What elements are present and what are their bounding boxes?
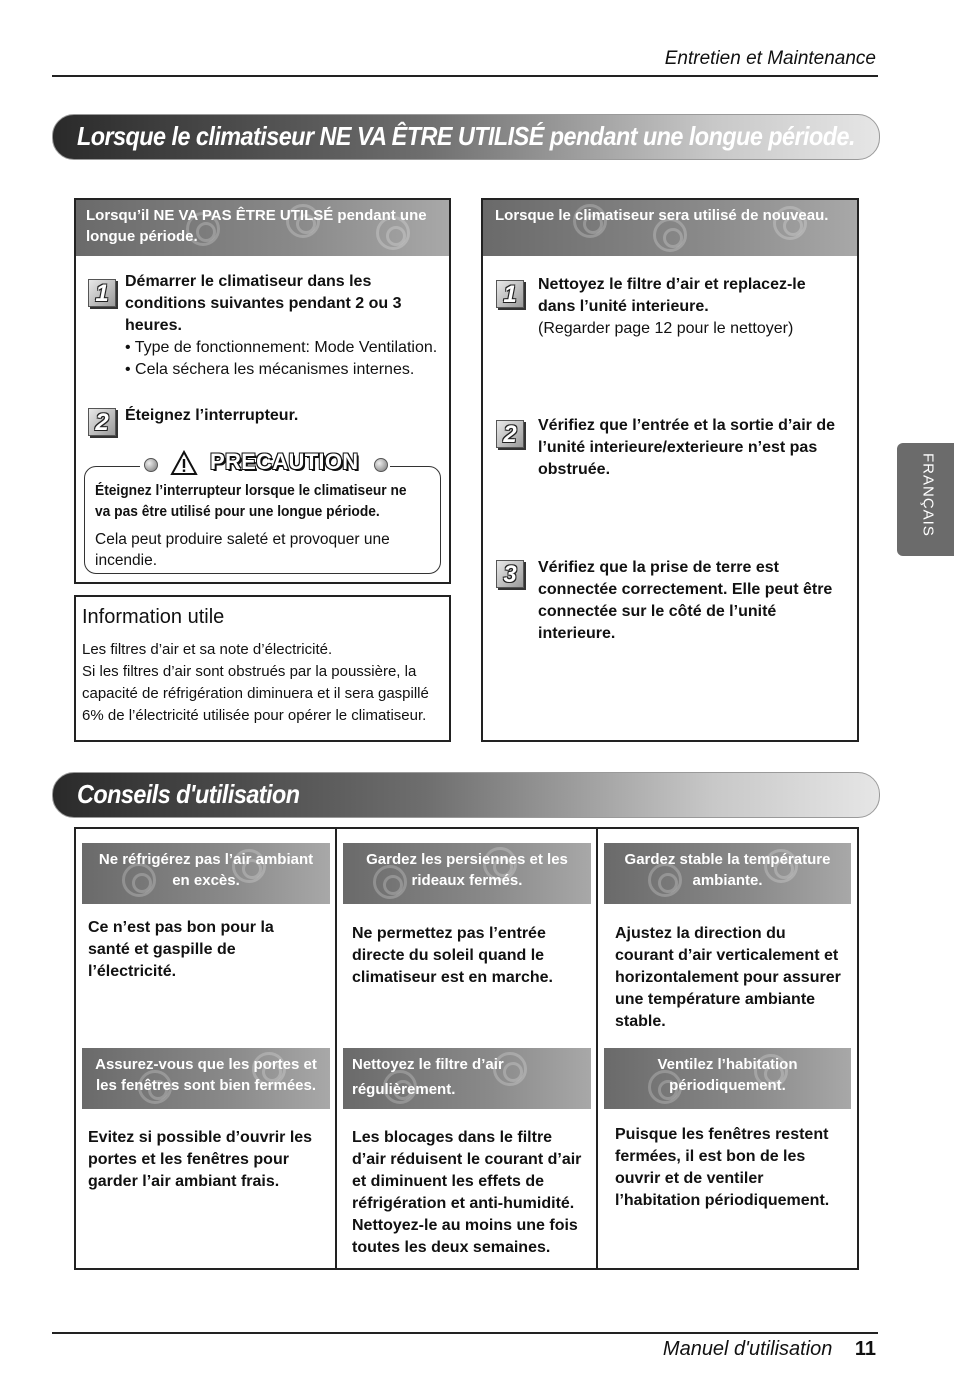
step-text-line: connectée correctement. Elle peut être <box>538 581 833 598</box>
tip-heading-line: Ventilez l’habitation <box>657 1056 798 1073</box>
tip-body <box>615 923 855 1033</box>
step-text-line: l’unité interieure/exterieure n’est pas <box>538 439 818 456</box>
tip-heading-line: Assurez-vous que les portes et <box>95 1056 317 1073</box>
tip-body-line: Ce n’est pas bon pour la <box>88 919 274 936</box>
tip-body-line: garder l’air ambiant frais. <box>88 1173 280 1190</box>
tip-body-line: Ajustez la direction du <box>615 925 786 942</box>
left-step-1 <box>125 271 450 381</box>
step-number-badge: 2 <box>496 420 524 448</box>
info-line: Si les filtres d’air sont obstrués par la poussière, la <box>82 663 417 680</box>
tip-body-line: Puisque les fenêtres restent <box>615 1126 829 1143</box>
tip-body-line: d’air réduisent le courant d’air <box>352 1151 582 1168</box>
tip-heading-line: Ne réfrigérez pas l’air ambiant <box>98 851 314 868</box>
tip-heading-bar <box>82 1048 330 1109</box>
step-text-line: dans l’unité interieure. <box>538 298 709 315</box>
info-line: 6% de l’électricité utilisée pour opérer le climatiseur. <box>82 707 427 724</box>
tip-body <box>615 1124 855 1212</box>
step-number-badge: 3 <box>496 560 524 588</box>
step-text-line: Démarrer le climatiseur dans les <box>125 273 372 290</box>
language-tab <box>897 443 954 556</box>
tip-heading-line: périodiquement. <box>669 1077 786 1094</box>
tip-body <box>352 1127 592 1259</box>
info-line: Les filtres d’air et sa note d’électricité. <box>82 641 333 658</box>
tip-heading-line: rideaux fermés. <box>411 872 523 889</box>
precaution-note-line: Cela peut produire saleté et provoquer une <box>95 531 390 548</box>
step-bullet: • Type de fonctionnement: Mode Ventilation. <box>125 339 438 356</box>
step-text-line: Vérifiez que l’entrée et la sortie d’air de <box>538 417 835 434</box>
tip-body-line: toutes les deux semaines. <box>352 1239 551 1256</box>
left-box-heading-bar <box>76 200 449 256</box>
header-rule <box>52 75 878 77</box>
precaution-note-line: incendie. <box>95 552 158 569</box>
step-text-line: obstruée. <box>538 461 611 478</box>
tip-heading-line: Gardez les persiennes et les <box>366 851 568 868</box>
language-tab-label: FRANÇAIS <box>919 453 937 537</box>
precaution-box <box>84 466 441 574</box>
tip-body-line: l’habitation périodiquement. <box>615 1192 830 1209</box>
step-number-badge: 1 <box>496 280 524 308</box>
info-line: capacité de réfrigération diminuera et il sera gaspillé <box>82 685 429 702</box>
tip-heading-line: ambiante. <box>692 872 763 889</box>
right-step-2 <box>538 415 853 481</box>
right-step-1 <box>538 274 853 340</box>
tip-heading-bar <box>343 843 591 904</box>
tip-body-line: l’électricité. <box>88 963 177 980</box>
step-bullet: • Cela séchera les mécanismes internes. <box>125 361 415 378</box>
tip-heading-bar <box>82 843 330 904</box>
info-box <box>74 595 451 742</box>
tip-body-line: fermées, il est bon de les <box>615 1148 806 1165</box>
warning-triangle-icon <box>170 450 198 476</box>
tip-heading-line: régulièrement. <box>352 1081 456 1098</box>
right-step-3 <box>538 557 853 645</box>
tip-body-line: santé et gaspille de <box>88 941 236 958</box>
tip-body-line: portes et les fenêtres pour <box>88 1151 289 1168</box>
column-divider <box>596 827 598 1270</box>
footer-manual-title: Manuel d'utilisation <box>662 1338 833 1360</box>
step-text-line: Vérifiez que la prise de terre est <box>538 559 779 576</box>
section-banner-tips <box>52 772 880 818</box>
step-note: (Regarder page 12 pour le nettoyer) <box>538 320 794 337</box>
tip-heading-line: Gardez stable la température <box>624 851 831 868</box>
info-box-title: Information utile <box>82 606 225 628</box>
tip-body-line: courant d’air verticalement et <box>615 947 839 964</box>
tip-heading-line: en excès. <box>172 872 240 889</box>
running-header: Entretien et Maintenance <box>664 48 876 69</box>
section-title: Lorsque le climatiseur NE VA ÊTRE UTILISÉ pendant une longue période. <box>77 121 855 151</box>
tip-heading-bar <box>343 1048 591 1109</box>
tip-body <box>352 923 592 989</box>
step-text-line: interieure. <box>538 625 616 642</box>
right-box-heading: Lorsque le climatiseur sera utilisé de nouveau. <box>495 207 829 224</box>
tip-body <box>88 1127 328 1193</box>
tip-heading-bar <box>604 843 851 904</box>
tip-body-line: réfrigération et anti-humidité. <box>352 1195 575 1212</box>
left-box-heading: Lorsqu’il NE VA PAS ÊTRE UTILSÉ pendant une longue période. <box>86 207 427 245</box>
step-text-line: heures. <box>125 317 182 334</box>
step-number-badge: 1 <box>88 279 116 307</box>
tip-body-line: directe du soleil quand le <box>352 947 545 964</box>
tip-body-line: une température ambiante <box>615 991 816 1008</box>
tip-body <box>88 917 328 983</box>
tip-heading-line: Nettoyez le filtre d’air <box>352 1056 504 1073</box>
step-text-line: connectée sur le côté de l’unité <box>538 603 777 620</box>
tip-body-line: Ne permettez pas l’entrée <box>352 925 546 942</box>
tip-body-line: Nettoyez-le au moins une fois <box>352 1217 578 1234</box>
tip-body-line: stable. <box>615 1013 666 1030</box>
tip-heading-line: les fenêtres sont bien fermées. <box>95 1077 317 1094</box>
section-banner-long-period <box>52 114 880 160</box>
footer-rule <box>52 1332 878 1334</box>
precaution-warning-line: Éteignez l’interrupteur lorsque le climatiseur ne <box>95 483 407 499</box>
right-box-heading-bar <box>483 200 857 256</box>
step-text-line: conditions suivantes pendant 2 ou 3 <box>125 295 402 312</box>
footer <box>663 1338 876 1361</box>
precaution-warning-line: va pas être utilisé pour une longue période. <box>95 504 380 520</box>
section-title: Conseils d'utilisation <box>77 779 300 809</box>
column-divider <box>335 827 337 1270</box>
page-number: 11 <box>854 1338 876 1360</box>
tip-body-line: horizontalement pour assurer <box>615 969 841 986</box>
tip-heading-bar <box>604 1048 851 1109</box>
bullet-dot-icon <box>144 458 158 472</box>
bullet-dot-icon <box>374 458 388 472</box>
tip-body-line: ouvrir et de ventiler <box>615 1170 764 1187</box>
precaution-title <box>140 448 390 480</box>
left-step-2: Éteignez l’interrupteur. <box>125 407 299 424</box>
step-text-line: Nettoyez le filtre d’air et replacez-le <box>538 276 806 293</box>
step-number-badge: 2 <box>88 408 116 436</box>
tip-body-line: Evitez si possible d’ouvrir les <box>88 1129 313 1146</box>
precaution-label: PRECAUTION <box>210 449 359 474</box>
tip-body-line: climatiseur est en marche. <box>352 969 553 986</box>
tip-body-line: et diminuent les effets de <box>352 1173 545 1190</box>
tip-body-line: Les blocages dans le filtre <box>352 1129 553 1146</box>
